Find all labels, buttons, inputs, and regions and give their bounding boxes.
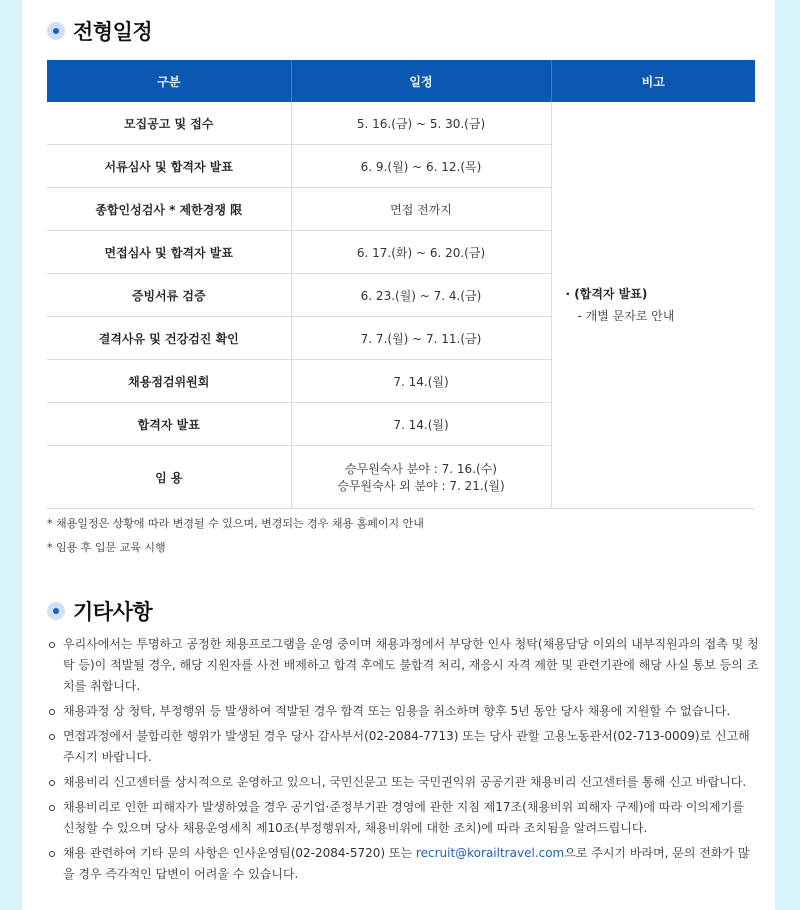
- etc-list: [47, 634, 759, 889]
- category-cell: 종합인성검사 * 제한경쟁 限: [47, 188, 291, 231]
- schedule-title: 전형일정: [73, 20, 153, 44]
- date-cell: 7. 14.(월): [291, 403, 551, 446]
- category-cell: 증빙서류 검증: [47, 274, 291, 317]
- remarks-detail: - 개별 문자로 안내: [577, 309, 675, 323]
- list-item: [47, 843, 759, 885]
- schedule-footnotes: [47, 512, 424, 560]
- schedule-section-heading: [47, 16, 152, 46]
- etc-section-heading: [47, 596, 152, 626]
- list-item: 면접과정에서 불합리한 행위가 발생된 경우 당사 감사부서(02-2084-7713) 또는 당사 관할 고용노동관서(02-713-0009)로 신고해주시기 바랍니다.: [47, 726, 759, 768]
- date-cell: 6. 23.(월) ~ 7. 4.(금): [291, 274, 551, 317]
- section-bullet-icon: [47, 602, 65, 620]
- schedule-table: [47, 60, 755, 509]
- list-item: 채용과정 상 청탁, 부정행위 등 발생하여 적발된 경우 합격 또는 임용을 취소하며 향후 5년 동안 당사 채용에 지원할 수 없습니다.: [47, 701, 759, 722]
- date-cell: 6. 9.(월) ~ 6. 12.(목): [291, 145, 551, 188]
- contact-text: 채용 관련하여 기타 문의 사항은 인사운영팀(02-2084-5720) 또는: [63, 846, 416, 860]
- category-cell: 서류심사 및 합격자 발표: [47, 145, 291, 188]
- column-header: 일정: [291, 60, 551, 102]
- category-cell: 결격사유 및 건강검진 확인: [47, 317, 291, 360]
- list-item: 채용비리 신고센터를 상시적으로 운영하고 있으니, 국민신문고 또는 국민권익위 공공기관 채용비리 신고센터를 통해 신고 바랍니다.: [47, 772, 759, 793]
- contact-text: 으로 주시기 바라며, 문의 전화가 많을 경우 즉각적인 답변이 어려울 수 있습니다.: [63, 846, 750, 881]
- date-cell: 5. 16.(금) ~ 5. 30.(금): [291, 102, 551, 145]
- remarks-title: · (합격자 발표): [565, 287, 648, 301]
- category-cell: 면접심사 및 합격자 발표: [47, 231, 291, 274]
- content-panel: [22, 0, 775, 910]
- email-link[interactable]: recruit@korailtravel.com: [415, 846, 565, 860]
- table-row: [47, 102, 755, 145]
- column-header: 비고: [551, 60, 755, 102]
- category-cell: 임 용: [47, 446, 291, 509]
- etc-title: 기타사항: [73, 600, 153, 624]
- date-cell: 7. 7.(월) ~ 7. 11.(금): [291, 317, 551, 360]
- date-cell: 7. 14.(월): [291, 360, 551, 403]
- date-cell: [291, 446, 551, 509]
- list-item: 우리사에서는 투명하고 공정한 채용프로그램을 운영 중이며 채용과정에서 부당한 인사 청탁(채용담당 이외의 내부직원과의 접촉 및 청탁 등)이 적발될 경우, 해당 지원자를 사전 배제하고 합격 후에도 불합격 처리, 재응시 자격 제한 및 관련기관에 해당 사실 통보 등의 조치를 취합니다.: [47, 634, 759, 697]
- date-cell: 6. 17.(화) ~ 6. 20.(금): [291, 231, 551, 274]
- list-item: 채용비리로 인한 피해자가 발생하였을 경우 공기업·준정부기관 경영에 관한 지침 제17조(채용비위 피해자 구제)에 따라 이의제기를 신청할 수 있으며 당사 채용운영세칙 제10조(부정행위자, 채용비위에 대한 조치)에 따라 조치됨을 알려드립니다.: [47, 797, 759, 839]
- section-bullet-icon: [47, 22, 65, 40]
- date-line: 승무원숙사 외 분야 : 7. 21.(월): [337, 479, 505, 493]
- remarks-cell: [551, 102, 755, 509]
- date-cell: 면접 전까지: [291, 188, 551, 231]
- column-header: 구분: [47, 60, 291, 102]
- footnote: * 임용 후 입문 교육 시행: [47, 541, 166, 554]
- date-line: 승무원숙사 분야 : 7. 16.(수): [345, 462, 497, 476]
- category-cell: 합격자 발표: [47, 403, 291, 446]
- table-header-row: [47, 60, 755, 102]
- category-cell: 모집공고 및 접수: [47, 102, 291, 145]
- footnote: * 채용일정은 상황에 따라 변경될 수 있으며, 변경되는 경우 채용 홈페이지 안내: [47, 517, 424, 530]
- category-cell: 채용점검위원회: [47, 360, 291, 403]
